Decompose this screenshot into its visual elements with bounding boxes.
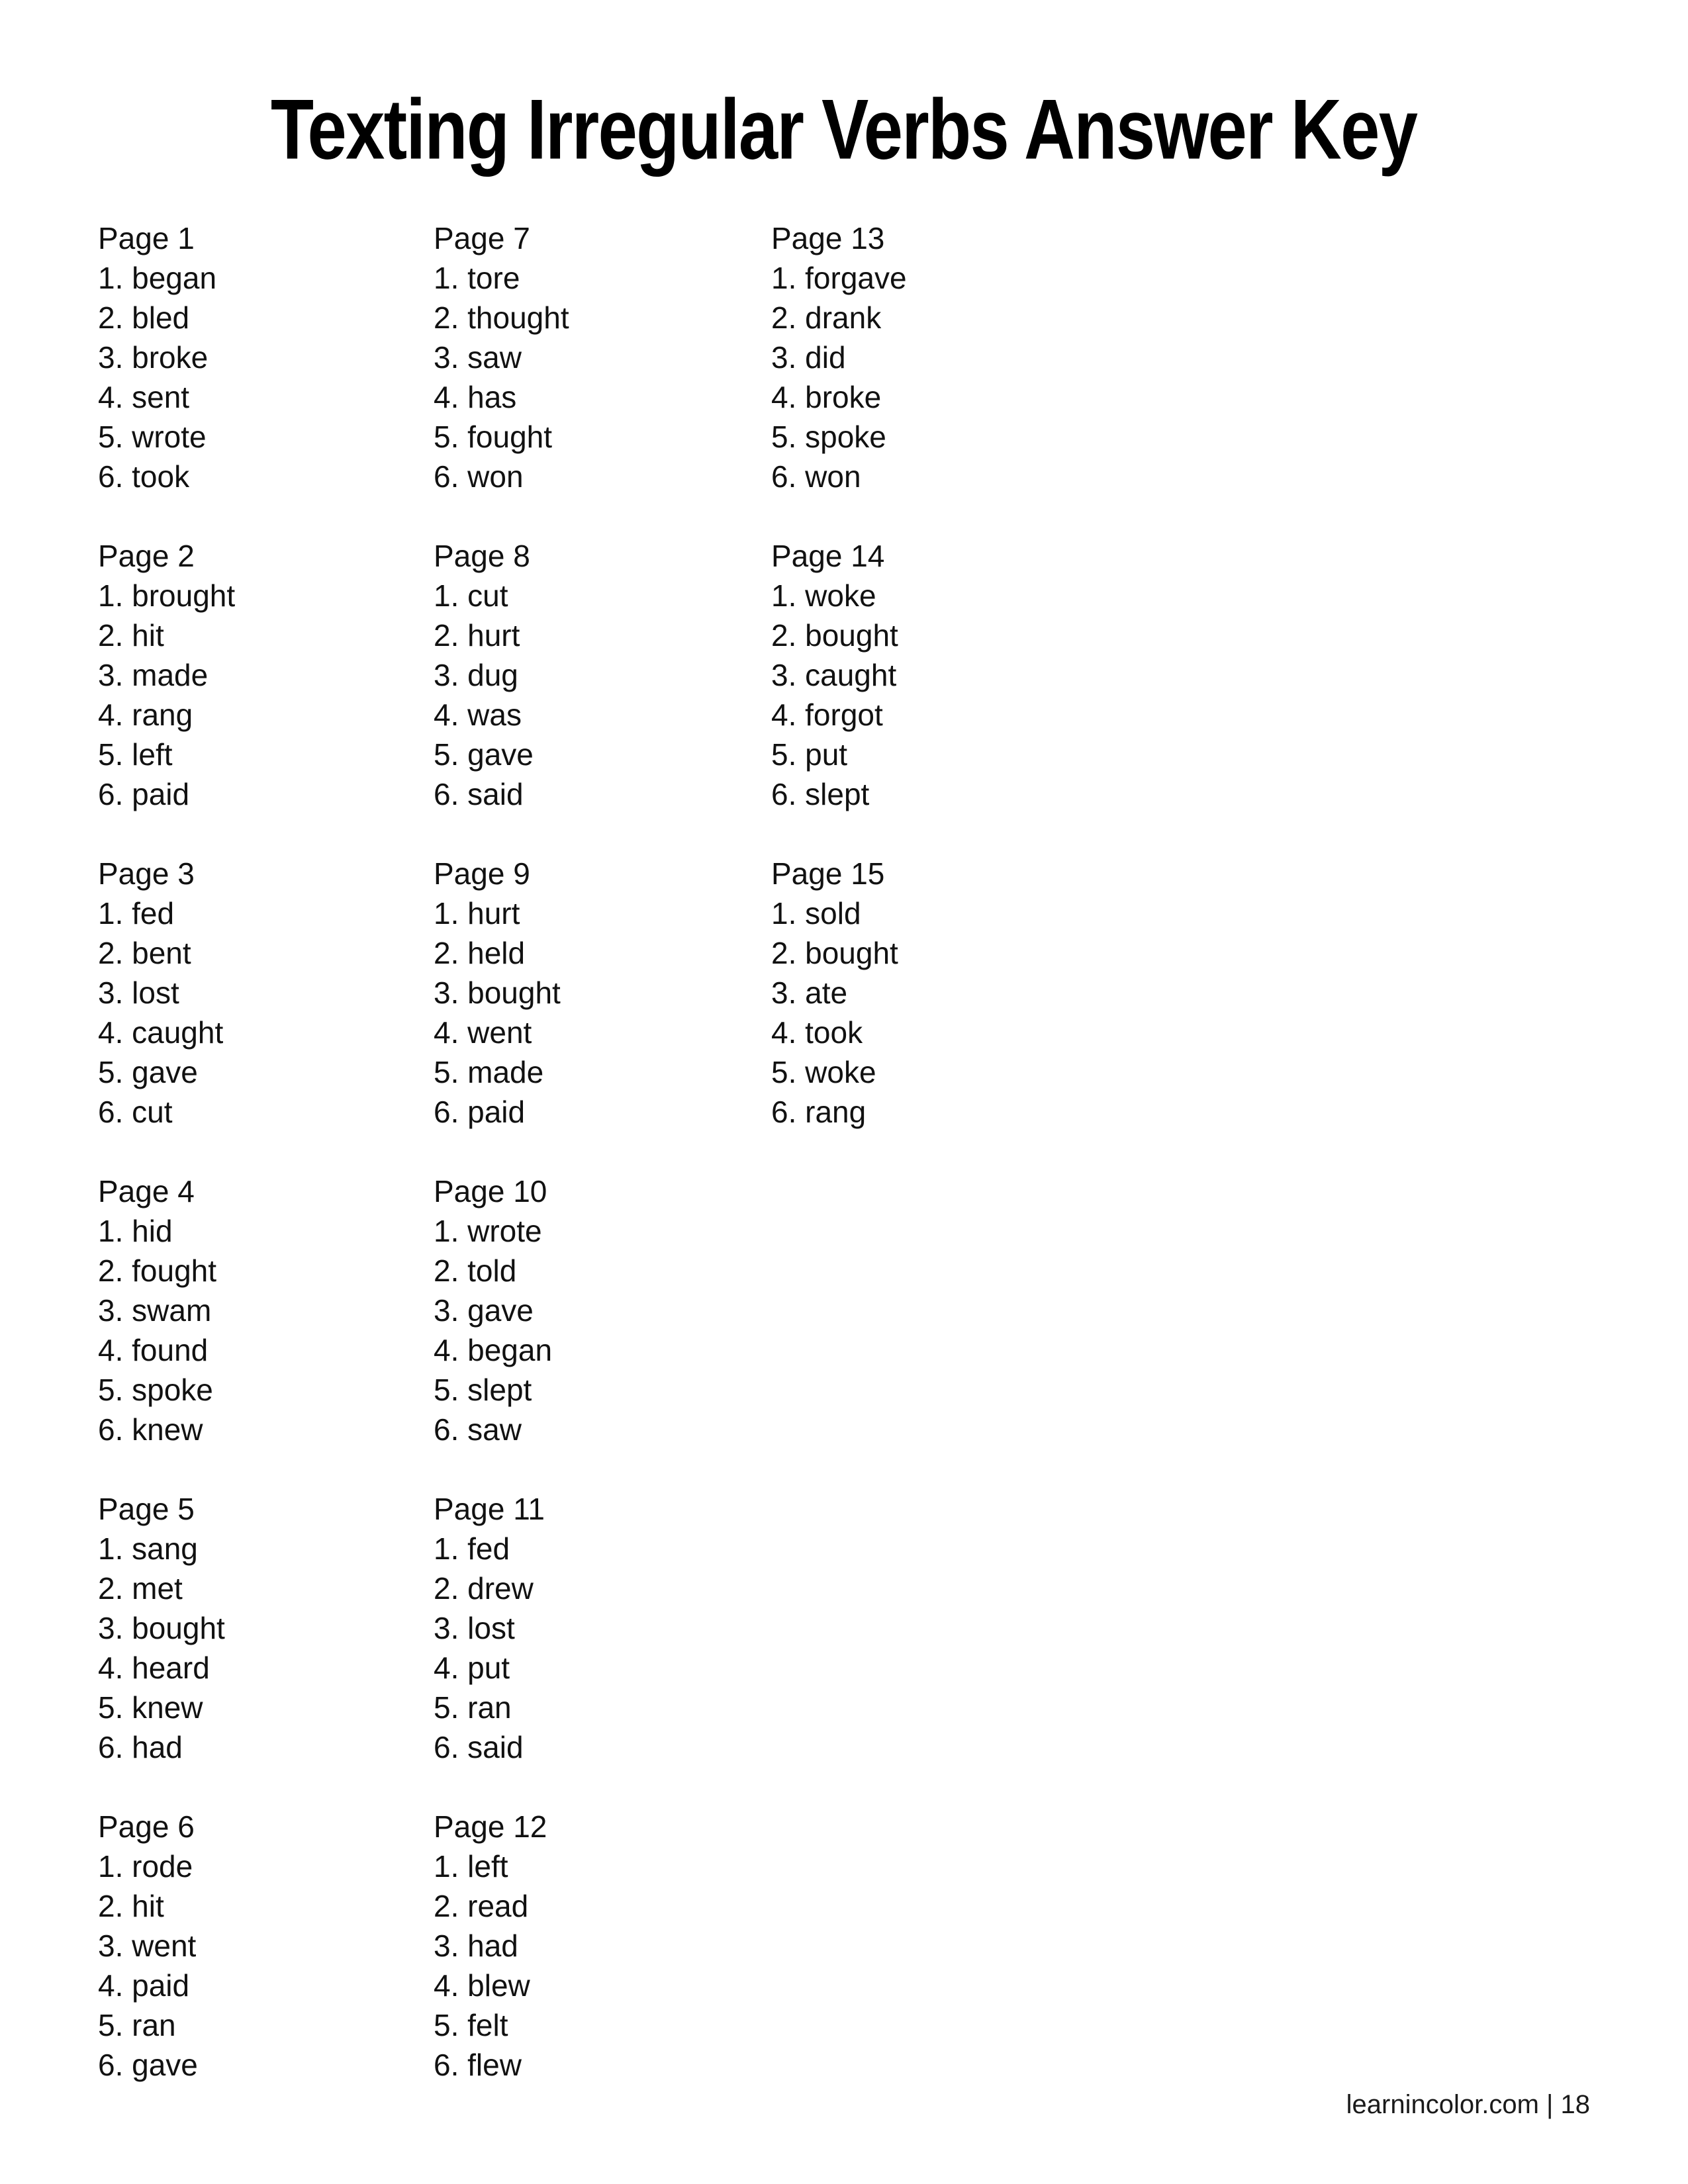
answer-item: 2. met (98, 1571, 183, 1606)
answer-item: 5. left (98, 737, 173, 772)
answer-item: 3. gave (434, 1293, 534, 1328)
answer-item: 2. bought (771, 936, 898, 970)
page-label: Page 14 (771, 539, 885, 573)
page-label: Page 1 (98, 221, 195, 255)
answer-item: 2. held (434, 936, 526, 970)
answer-item: 5. made (434, 1055, 544, 1089)
answer-item: 6. flew (434, 2048, 522, 2082)
answer-item: 2. hit (98, 1889, 164, 1923)
answer-column-2 (434, 218, 771, 2124)
answer-item: 2. bled (98, 300, 190, 335)
answer-column-3 (771, 218, 1168, 1171)
answer-item: 3. did (771, 340, 846, 375)
answer-block (98, 1171, 434, 1449)
answer-item: 1. hid (98, 1214, 173, 1248)
answer-item: 3. swam (98, 1293, 212, 1328)
answer-item: 4. began (434, 1333, 553, 1367)
answer-columns (98, 218, 1590, 2124)
answer-block (98, 1807, 434, 2085)
answer-item: 1. brought (98, 578, 236, 613)
answer-block (434, 854, 771, 1132)
answer-item: 6. slept (771, 777, 870, 811)
answer-item: 3. lost (98, 976, 179, 1010)
answer-item: 5. gave (434, 737, 534, 772)
answer-item: 2. bent (98, 936, 191, 970)
answer-block (434, 536, 771, 814)
answer-item: 6. saw (434, 1412, 522, 1447)
answer-item: 4. found (98, 1333, 209, 1367)
answer-item: 2. read (434, 1889, 529, 1923)
answer-item: 5. woke (771, 1055, 876, 1089)
answer-item: 4. caught (98, 1015, 224, 1050)
answer-item: 1. began (98, 261, 217, 295)
answer-item: 6. said (434, 777, 524, 811)
answer-item: 1. hurt (434, 896, 520, 931)
answer-item: 1. forgave (771, 261, 907, 295)
answer-item: 3. bought (98, 1611, 225, 1645)
answer-item: 2. drank (771, 300, 882, 335)
answer-item: 6. knew (98, 1412, 203, 1447)
answer-item: 5. slept (434, 1373, 532, 1407)
answer-item: 5. spoke (771, 420, 886, 454)
answer-item: 1. cut (434, 578, 508, 613)
answer-block (98, 218, 434, 496)
answer-item: 3. ate (771, 976, 848, 1010)
page-label: Page 2 (98, 539, 195, 573)
answer-item: 4. broke (771, 380, 882, 414)
page-label: Page 3 (98, 856, 195, 891)
answer-item: 1. woke (771, 578, 876, 613)
answer-item: 2. fought (98, 1253, 217, 1288)
answer-item: 1. wrote (434, 1214, 542, 1248)
answer-item: 4. rang (98, 698, 193, 732)
answer-block (771, 218, 1168, 496)
answer-item: 6. rang (771, 1095, 867, 1129)
answer-block (434, 1489, 771, 1767)
answer-item: 2. bought (771, 618, 898, 653)
answer-item: 5. ran (98, 2008, 176, 2042)
answer-item: 2. thought (434, 300, 569, 335)
page-label: Page 15 (771, 856, 885, 891)
answer-item: 6. had (98, 1730, 183, 1764)
answer-item: 1. sang (98, 1531, 198, 1566)
answer-item: 5. knew (98, 1690, 203, 1725)
page-label: Page 6 (98, 1809, 195, 1844)
answer-item: 5. felt (434, 2008, 508, 2042)
answer-item: 4. sent (98, 380, 190, 414)
answer-item: 5. gave (98, 1055, 198, 1089)
answer-item: 1. fed (98, 896, 175, 931)
answer-item: 3. had (434, 1929, 518, 1963)
answer-item: 5. ran (434, 1690, 512, 1725)
answer-item: 6. cut (98, 1095, 173, 1129)
page-label: Page 11 (434, 1492, 545, 1526)
answer-item: 5. fought (434, 420, 553, 454)
answer-item: 5. spoke (98, 1373, 213, 1407)
answer-item: 6. said (434, 1730, 524, 1764)
answer-item: 4. has (434, 380, 517, 414)
page-label: Page 5 (98, 1492, 195, 1526)
answer-block (434, 1807, 771, 2085)
answer-block (771, 854, 1168, 1132)
answer-item: 4. blew (434, 1968, 530, 2003)
page-label: Page 12 (434, 1809, 547, 1844)
answer-item: 3. saw (434, 340, 522, 375)
page-label: Page 9 (434, 856, 530, 891)
page-label: Page 4 (98, 1174, 195, 1208)
answer-item: 2. drew (434, 1571, 534, 1606)
answer-item: 4. paid (98, 1968, 190, 2003)
answer-item: 4. went (434, 1015, 532, 1050)
answer-item: 6. took (98, 459, 190, 494)
answer-item: 6. paid (434, 1095, 526, 1129)
answer-block (98, 536, 434, 814)
answer-item: 2. told (434, 1253, 517, 1288)
answer-item: 1. sold (771, 896, 861, 931)
answer-item: 3. went (98, 1929, 197, 1963)
answer-item: 6. gave (98, 2048, 198, 2082)
answer-item: 4. forgot (771, 698, 883, 732)
answer-item: 1. tore (434, 261, 520, 295)
answer-item: 6. won (434, 459, 524, 494)
page-title: Texting Irregular Verbs Answer Key (271, 82, 1417, 177)
answer-item: 3. broke (98, 340, 209, 375)
answer-item: 3. made (98, 658, 209, 692)
answer-item: 5. put (771, 737, 848, 772)
page-label: Page 8 (434, 539, 530, 573)
answer-item: 1. rode (98, 1849, 193, 1884)
answer-item: 4. heard (98, 1651, 210, 1685)
answer-item: 5. wrote (98, 420, 207, 454)
answer-block (434, 218, 771, 496)
answer-item: 6. won (771, 459, 861, 494)
answer-item: 3. lost (434, 1611, 515, 1645)
answer-block (98, 1489, 434, 1767)
page-label: Page 7 (434, 221, 530, 255)
answer-item: 4. took (771, 1015, 863, 1050)
page-label: Page 13 (771, 221, 885, 255)
answer-item: 3. dug (434, 658, 518, 692)
answer-item: 1. left (434, 1849, 508, 1884)
answer-item: 4. was (434, 698, 522, 732)
footer-credit: learnincolor.com | 18 (1346, 2090, 1590, 2119)
answer-item: 1. fed (434, 1531, 510, 1566)
answer-block (771, 536, 1168, 814)
answer-item: 6. paid (98, 777, 190, 811)
page-label: Page 10 (434, 1174, 547, 1208)
answer-block (434, 1171, 771, 1449)
answer-column-1 (98, 218, 434, 2124)
page-title-row (0, 78, 1688, 177)
answer-item: 3. caught (771, 658, 897, 692)
answer-block (98, 854, 434, 1132)
answer-item: 3. bought (434, 976, 561, 1010)
answer-item: 2. hurt (434, 618, 520, 653)
answer-item: 2. hit (98, 618, 164, 653)
answer-item: 4. put (434, 1651, 510, 1685)
